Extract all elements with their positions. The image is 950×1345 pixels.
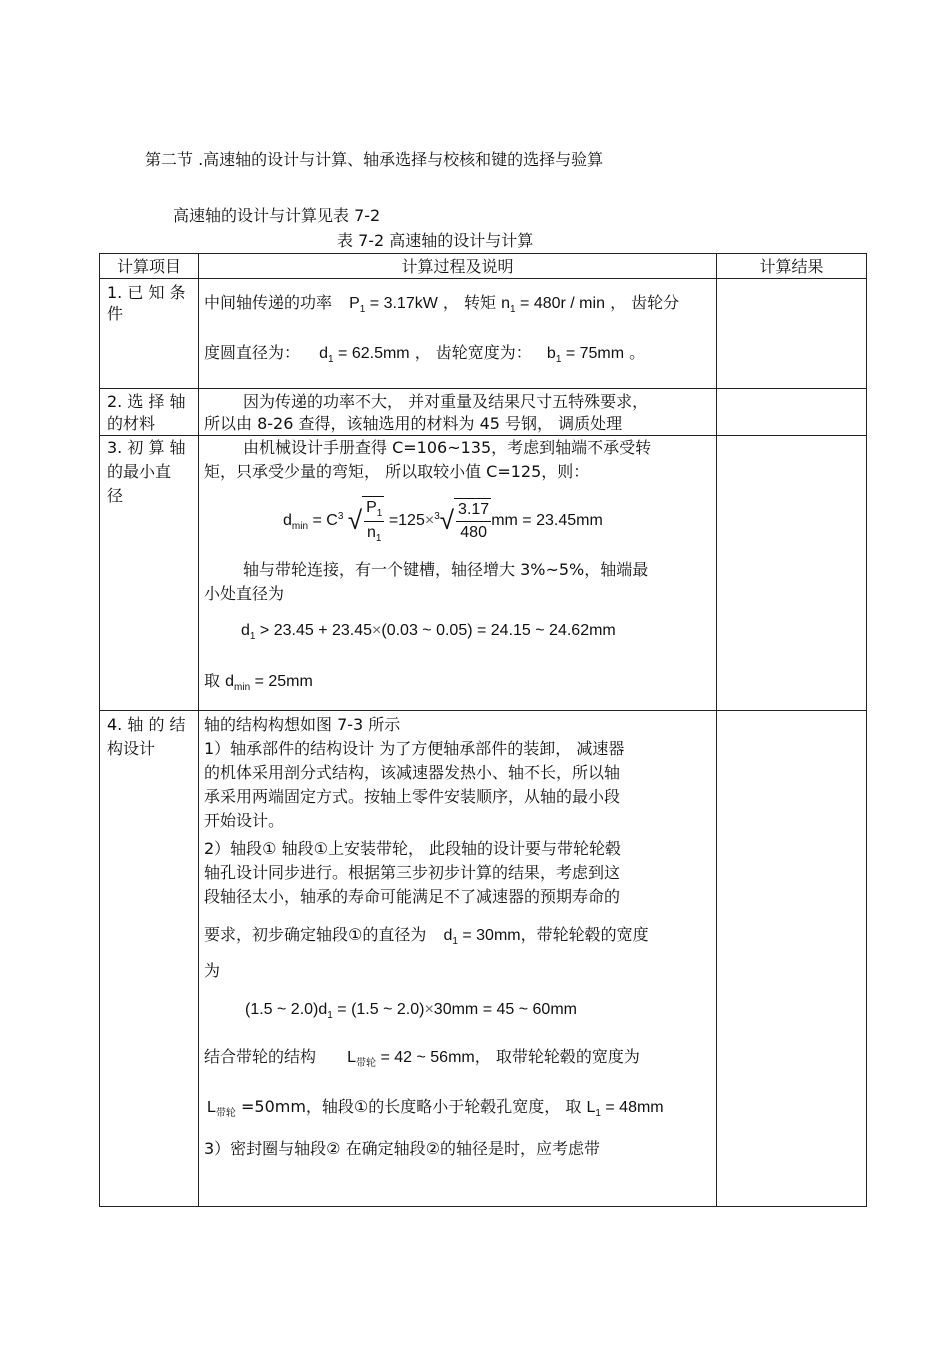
process-line: 2）轴段① 轴段①上安装带轮， 此段轴的设计要与带轮轮毂: [204, 839, 622, 858]
operator: = C: [312, 512, 338, 530]
process-line: 由机械设计手册查得 C=106~135，考虑到轴端不承受转: [243, 438, 652, 457]
text: ，带轮轮毂的宽度: [520, 925, 649, 944]
subscript: 1: [328, 354, 334, 365]
process-line: 矩，只承受少量的弯矩， 所以取较小值 C=125，则：: [204, 462, 590, 481]
symbol: L: [347, 1049, 357, 1066]
value: = 3.17kW: [369, 295, 438, 312]
intro-text: 高速轴的设计与计算见表 7-2: [173, 206, 381, 225]
process-line: [204, 925, 649, 948]
process-line: 承采用两端固定方式。按轴上零件安装顺序，从轴的最小段: [204, 787, 621, 806]
subscript: 1: [249, 631, 256, 642]
process-line: [204, 671, 313, 694]
header-process: 计算过程及说明: [199, 254, 717, 279]
process-line: [204, 343, 645, 366]
header-result: 计算结果: [717, 254, 867, 279]
operator: ×: [424, 512, 435, 530]
item-label: 4. 轴 的 结: [107, 715, 186, 734]
result-cell: [717, 436, 867, 711]
text: 要求，初步确定轴段①的直径为: [204, 925, 427, 944]
process-line: 小处直径为: [204, 584, 285, 603]
process-cell: [199, 279, 717, 389]
item-label: 1. 已 知 条: [107, 283, 186, 302]
value: = 42 ~ 56mm: [376, 1049, 475, 1066]
text: 。: [629, 343, 646, 362]
value: =125: [388, 512, 425, 530]
math: [546, 345, 625, 365]
process-line: 的机体采用剖分式结构，该减速器发热小、轴不长，所以轴: [204, 763, 621, 782]
process-line: 开始设计。: [204, 811, 285, 830]
value: 30mm = 45 ~ 60mm: [433, 1001, 577, 1018]
header-item: 计算项目: [100, 254, 199, 279]
math: [319, 345, 410, 365]
subscript: min: [234, 682, 251, 693]
math: [207, 1099, 236, 1119]
symbol: n: [367, 524, 376, 541]
item-label: 的材料: [107, 414, 156, 433]
subscript: 1: [375, 533, 382, 544]
radical-sign: √: [347, 505, 363, 536]
item-cell: [100, 436, 199, 711]
root-index: 3: [434, 510, 440, 522]
process-line: 段轴径太小，轴承的寿命可能满足不了减速器的预期寿命的: [204, 887, 621, 906]
text: =50mm，轴段①的长度略小于轮毂孔宽度， 取: [235, 1097, 582, 1116]
result-cell: [717, 279, 867, 389]
table-row: [100, 279, 867, 389]
formula-dmin: [283, 496, 603, 546]
text: 度圆直径为：: [204, 343, 301, 362]
value: (0.03 ~ 0.05) = 24.15 ~ 24.62mm: [381, 622, 616, 639]
operator: +: [313, 622, 328, 639]
symbol: P: [349, 295, 360, 312]
fraction: [454, 498, 491, 544]
table-header-row: [100, 254, 867, 279]
item-label: 件: [107, 304, 124, 323]
radical-sign: √: [439, 505, 455, 536]
symbol: d: [241, 622, 250, 639]
value: (1.5 ~ 2.0)d: [245, 1001, 328, 1018]
table-row: [100, 389, 867, 436]
subscript: 带轮: [215, 1108, 236, 1119]
process-cell: [199, 711, 717, 1207]
symbol: d: [443, 927, 453, 944]
subscript: 带轮: [356, 1058, 377, 1069]
design-table: [99, 253, 867, 1207]
item-label: 3. 初 算 轴: [107, 438, 186, 457]
table-row: [100, 711, 867, 1207]
process-line: 所以由 8-26 查得，该轴选用的材料为 45 号钢， 调质处理: [204, 414, 623, 433]
item-label: 2. 选 择 轴: [107, 392, 186, 411]
symbol: b: [546, 345, 556, 362]
numerator: 3.17: [456, 499, 491, 522]
result-cell: [717, 389, 867, 436]
math: [443, 927, 521, 947]
text: 结合带轮的结构: [204, 1047, 317, 1066]
math: [225, 673, 313, 693]
process-line: 轴与带轮连接，有一个键槽，轴径增大 3%~5%，轴端最: [243, 560, 649, 579]
symbol: L: [586, 1099, 596, 1116]
process-line: [204, 293, 679, 316]
value: 23.45: [327, 622, 373, 639]
subscript: 1: [452, 936, 458, 947]
process-line: 轴的结构构想如图 7-3 所示: [204, 715, 401, 734]
text: ， 转矩: [442, 293, 497, 312]
item-cell: [100, 279, 199, 389]
subscript: 1: [359, 304, 366, 315]
item-cell: [100, 389, 199, 436]
symbol: d: [283, 512, 292, 530]
item-label: 的最小直: [107, 462, 172, 481]
value: = 25mm: [250, 673, 313, 690]
process-line: 3）密封圈与轴段② 在确定轴段②的轴径是时，应考虑带: [204, 1139, 600, 1158]
fraction: [362, 496, 384, 546]
text: ， 齿轮分: [610, 293, 680, 312]
process-line: [207, 1097, 664, 1120]
text: ， 取带轮轮毂的宽度为: [474, 1047, 640, 1066]
process-line: 因为传递的功率不大， 并对重量及结果尺寸五特殊要求，: [243, 392, 649, 411]
text: 取: [204, 671, 221, 690]
value: = 30mm: [457, 927, 521, 944]
formula-hub-width: [245, 1001, 577, 1019]
subscript: 1: [555, 354, 562, 365]
symbol: d: [225, 673, 235, 690]
value: = 75mm: [565, 345, 625, 362]
item-label: 径: [107, 486, 124, 505]
formula-d1: [241, 622, 616, 640]
math: [347, 1049, 475, 1069]
item-label: 构设计: [107, 739, 156, 758]
text: 中间轴传递的功率: [204, 293, 333, 312]
process-line: [204, 1047, 640, 1070]
operator: ×: [372, 622, 382, 639]
process-cell: [199, 436, 717, 711]
operator: ×: [424, 1001, 434, 1018]
section-title: 第二节 .高速轴的设计与计算、轴承选择与校核和键的选择与验算: [145, 150, 604, 169]
text: ， 齿轮宽度为：: [414, 343, 532, 362]
value: = 62.5mm: [338, 345, 410, 362]
value: = 48mm: [600, 1099, 664, 1116]
value: = 480r / min: [520, 295, 605, 312]
math: [349, 295, 438, 315]
symbol: L: [207, 1099, 216, 1116]
item-cell: [100, 711, 199, 1207]
math: [586, 1099, 664, 1119]
table-row: [100, 436, 867, 711]
process-cell: [199, 389, 717, 436]
math: [501, 295, 605, 315]
process-line: 轴孔设计同步进行。根据第三步初步计算的结果，考虑到这: [204, 863, 621, 882]
symbol: n: [501, 295, 511, 312]
table-caption: 表 7-2 高速轴的设计与计算: [337, 231, 534, 250]
process-line: 为: [204, 961, 221, 980]
subscript: 1: [327, 1010, 333, 1021]
root-index: 3: [337, 510, 344, 522]
process-line: 1）轴承部件的结构设计 为了方便轴承部件的装卸， 减速器: [204, 739, 625, 758]
symbol: d: [319, 345, 329, 362]
subscript: 1: [595, 1108, 601, 1119]
subscript: min: [291, 521, 309, 533]
subscript: 1: [376, 508, 383, 519]
denominator: 480: [460, 524, 487, 541]
result-cell: [717, 711, 867, 1207]
value: mm = 23.45mm: [491, 512, 603, 530]
symbol: P: [366, 499, 377, 516]
value: > 23.45: [255, 622, 314, 639]
value: = (1.5 ~ 2.0): [332, 1001, 425, 1018]
subscript: 1: [510, 304, 516, 315]
